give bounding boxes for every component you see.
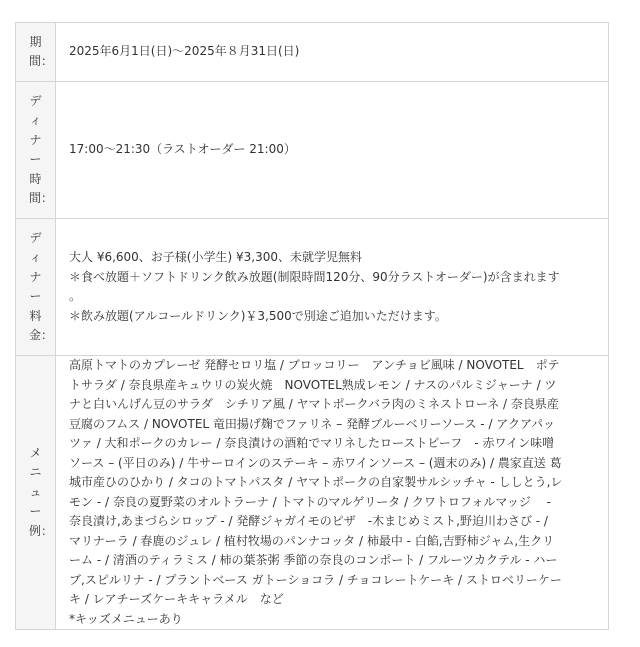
dinner-time-value-cell xyxy=(56,82,609,219)
menu-line: ソース – (平日のみ) / 牛サーロインのステーキ – 赤ワインソース – (週末のみ) / 農家直送 葛 xyxy=(69,455,562,470)
info-table xyxy=(15,22,609,630)
period-label-cell xyxy=(16,23,56,82)
menu-row xyxy=(16,356,609,630)
menu-line: モン - / 奈良の夏野菜のオルトラーナ / トマトのマルゲリータ / クワトロフォルマッジ - xyxy=(69,494,551,509)
menu-label: メニュー例： xyxy=(29,445,54,538)
period-value: 2025年6月1日(日)～2025年８月31日(日) xyxy=(69,44,300,59)
period-row xyxy=(16,23,609,82)
dinner-price-row xyxy=(16,219,609,356)
dinner-price-label-cell xyxy=(16,219,56,356)
dinner-price-value-cell xyxy=(56,219,609,356)
price-line: 。 xyxy=(69,289,82,303)
dinner-price-label: ディナー料金： xyxy=(29,230,54,342)
menu-line: ナと白いんげん豆のサラダ シチリア風 / ヤマトポークバラ肉のミネストローネ / 奈良県産 xyxy=(69,397,559,411)
kids-menu-note: *キッズメニューあり xyxy=(69,611,183,626)
menu-line: トサラダ / 奈良県産キュウリの炭火焼 NOVOTEL熟成レモン / ナスのパルミジャーナ / ツ xyxy=(69,377,557,392)
price-line: ＊食べ放題＋ソフトドリンク飲み放題(制限時間120分、90分ラストオーダー)が含まれます xyxy=(69,269,560,284)
dinner-time-label-cell xyxy=(16,82,56,219)
menu-line: 奈良漬け,あまづらシロップ - / 発酵ジャガイモのピザ -木まじめミスト,野迫川わさび - / xyxy=(69,514,548,528)
menu-value-cell xyxy=(56,356,609,630)
menu-line: ブ,スピルリナ - / プラントベース ガトーショコラ / チョコレートケーキ / ストロベリーケー xyxy=(69,572,562,587)
price-line: ＊飲み放題(アルコールドリンク)￥3,500で別途ご追加いただけます。 xyxy=(69,308,447,323)
menu-line: 豆腐のフムス / NOVOTEL 竜田揚げ麹でファリネ – 発酵ブルーベリーソース - / アクアパッ xyxy=(69,416,555,431)
menu-line: 高原トマトのカプレーゼ 発酵セロリ塩 / ブロッコリー アンチョビ風味 / NOVOTEL ポテ xyxy=(69,358,560,372)
dinner-time-label: ディナー時間： xyxy=(29,93,54,205)
dinner-time-value: 17:00～21:30（ラストオーダー 21:00） xyxy=(69,142,296,157)
period-label: 期間： xyxy=(29,34,54,68)
price-line: 大人 ¥6,600、お子様(小学生) ¥3,300、未就学児無料 xyxy=(69,250,362,264)
menu-label-cell xyxy=(16,356,56,630)
dinner-time-row xyxy=(16,82,609,219)
menu-line: マリナーラ / 春鹿のジュレ / 植村牧場のパンナコッタ / 柿最中 - 白餡,吉野柿ジャム,生クリ xyxy=(69,533,555,548)
menu-line: ーム - / 清酒のティラミス / 柿の葉茶粥 季節の奈良のコンポート / フルーツカクテル - ハー xyxy=(69,553,558,567)
menu-line: ツァ / 大和ポークのカレー / 奈良漬けの酒粕でマリネしたローストビーフ - 赤ワイン味噌 xyxy=(69,436,555,450)
menu-line: キ / レアチーズケーキキャラメル など xyxy=(69,592,284,606)
menu-line: 城市産ひのひかり / タコのトマトパスタ / ヤマトポークの自家製サルシッチャ - ししとう,レ xyxy=(69,475,563,489)
period-value-cell xyxy=(56,23,609,82)
